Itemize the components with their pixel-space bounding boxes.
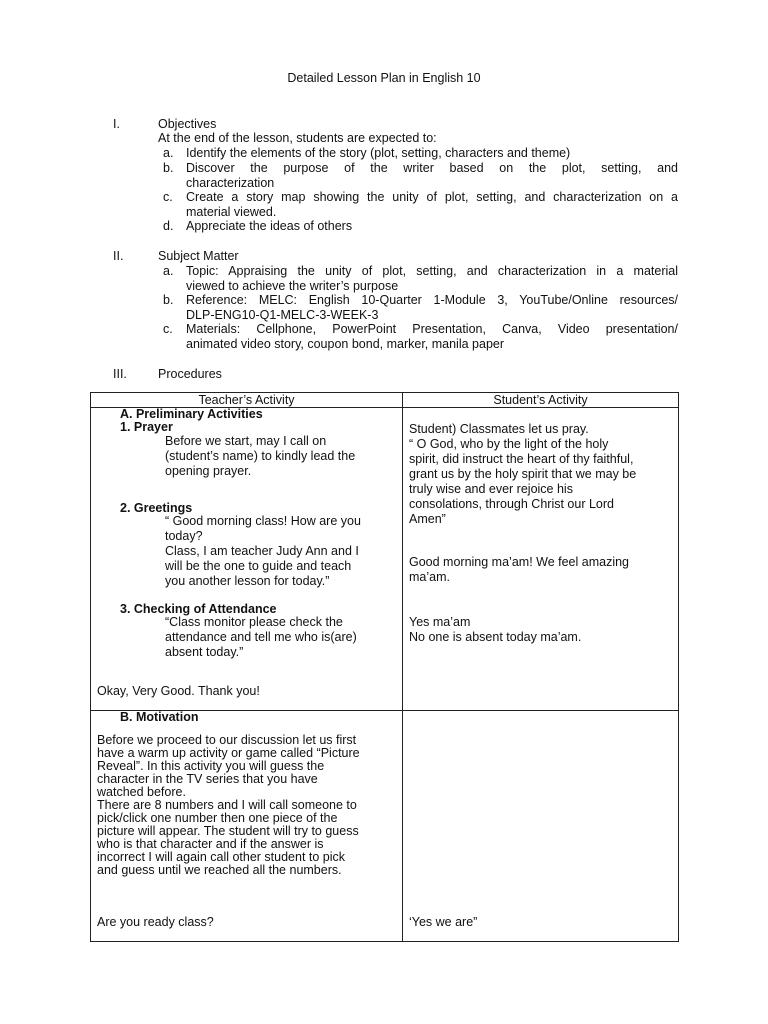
closing-remark: Okay, Very Good. Thank you! (97, 684, 260, 698)
student-activity-header: Student’s Activity (403, 393, 679, 408)
teacher-activity-header: Teacher’s Activity (91, 393, 403, 408)
prayer-heading: 1. Prayer (120, 420, 173, 434)
attendance-text: “Class monitor please check the attendance and tell me who is(are) absent today.” (165, 615, 357, 659)
section-a-heading: A. Preliminary Activities (120, 407, 263, 421)
prayer-text: Before we start, may I call on (student’s name) to kindly lead the opening prayer. (165, 434, 356, 478)
student-motivation-cell (403, 711, 679, 942)
student-prayer-text: Student) Classmates let us pray. “ O God, who by the light of the holy spirit, did instruct the heart of thy faithful, grant us by the holy spirit that we may be truly wise and ever rejoice his consolations, through Christ our Lord Amen” (409, 422, 637, 526)
objectives-intro: At the end of the lesson, students are expected to: (158, 131, 437, 145)
student-preliminary-cell (403, 408, 679, 711)
subject-matter-numeral: II. (113, 249, 124, 263)
item-text: Create a story map showing the unity of plot, setting, and characterization on a material viewed. (186, 190, 678, 219)
item-text: Topic: Appraising the unity of plot, setting, and characterization in a material viewed to achieve the writer’s purpose (186, 264, 678, 293)
table-row (91, 408, 679, 711)
greetings-heading: 2. Greetings (120, 501, 193, 515)
greetings-text: “ Good morning class! How are you today? Class, I am teacher Judy Ann and I will be the one to guide and teach you another lesson for today.” (165, 514, 361, 588)
subject-matter-heading: Subject Matter (158, 249, 239, 263)
item-letter: c. (163, 322, 173, 336)
item-text: Identify the elements of the story (plot, setting, characters and theme) (186, 146, 571, 160)
item-text: Reference: MELC: English 10-Quarter 1-Module 3, YouTube/Online resources/ DLP-ENG10-Q1-MELC-3-WEEK-3 (186, 293, 678, 322)
item-letter: a. (163, 264, 174, 278)
item-letter: b. (163, 293, 174, 307)
item-text: Appreciate the ideas of others (186, 219, 353, 233)
table-row (91, 711, 679, 942)
table-header-row (91, 393, 679, 408)
section-b-heading: B. Motivation (120, 710, 199, 724)
item-letter: c. (163, 190, 173, 204)
student-attendance-text: Yes ma’am No one is absent today ma’am. (409, 615, 582, 644)
objectives-heading: Objectives (158, 117, 217, 131)
objectives-numeral: I. (113, 117, 120, 131)
teacher-motivation-cell (91, 711, 403, 942)
attendance-heading: 3. Checking of Attendance (120, 602, 277, 616)
item-letter: d. (163, 219, 174, 233)
procedures-numeral: III. (113, 367, 127, 381)
motivation-body: Before we proceed to our discussion let us first have a warm up activity or game called “Picture Reveal”. In this activity you will guess the character in the TV series that you have watched before. There are 8 numbers and I will call someone to pick/click one number then one piece of the picture will appear. The student will try to guess who is that character and if the answer is incorrect I will again call other student to pick and guess until we reached all the numbers. (97, 733, 360, 877)
document-title: Detailed Lesson Plan in English 10 (287, 71, 481, 85)
student-greeting-text: Good morning ma’am! We feel amazing ma’am. (409, 555, 630, 584)
item-text: Discover the purpose of the writer based on the plot, setting, and characterization (186, 161, 678, 190)
item-letter: b. (163, 161, 174, 175)
procedures-heading: Procedures (158, 367, 222, 381)
item-text: Materials: Cellphone, PowerPoint Presentation, Canva, Video presentation/ animated video story, coupon bond, marker, manila paper (186, 322, 678, 351)
item-letter: a. (163, 146, 174, 160)
teacher-preliminary-cell (91, 408, 403, 711)
procedures-table (90, 392, 679, 942)
student-answer: ‘Yes we are” (409, 915, 478, 929)
ready-question: Are you ready class? (97, 915, 214, 929)
